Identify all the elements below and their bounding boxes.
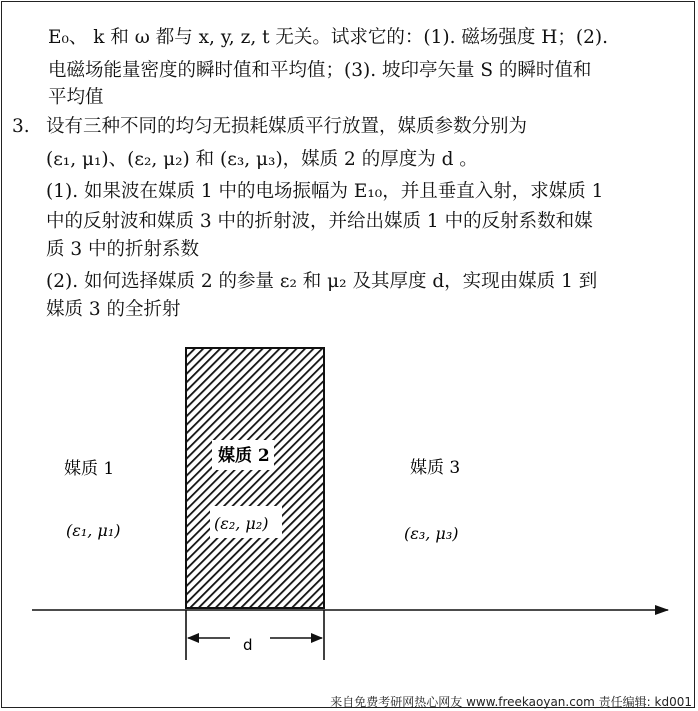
source-watermark: 来自免费考研网热心网友 www.freekaoyan.com 责任编辑: kd001 — [330, 695, 692, 709]
medium-3-params: (ε₃, μ₃) — [404, 524, 459, 543]
problem-number: 3. — [12, 116, 30, 137]
medium-1-params: (ε₁, μ₁) — [66, 521, 121, 540]
medium-2-params: (ε₂, μ₂) — [214, 514, 269, 533]
problem3-part2-line-1: (2). 如何选择媒质 2 的参量 ε₂ 和 μ₂ 及其厚度 d，实现由媒质 1 到 — [46, 271, 598, 292]
problem3-line-2: (ε₁, μ₁)、(ε₂, μ₂) 和 (ε₃, μ₃)，媒质 2 的厚度为 d 。 — [46, 149, 478, 170]
medium-2-label: 媒质 2 — [218, 446, 270, 466]
medium-1-label: 媒质 1 — [64, 459, 115, 479]
problem-continued-line-3: 平均值 — [48, 87, 104, 108]
medium-3-label: 媒质 3 — [410, 458, 461, 478]
problem-continued-line-2: 电磁场能量密度的瞬时值和平均值；(3). 坡印亭矢量 S 的瞬时值和 — [48, 60, 592, 81]
problem3-part1-line-3: 质 3 中的折射系数 — [46, 239, 200, 260]
medium-2-slab — [186, 348, 324, 608]
thickness-label: d — [243, 636, 253, 654]
problem3-part1-line-2: 中的反射波和媒质 3 中的折射波，并给出媒质 1 中的反射系数和媒 — [46, 211, 593, 232]
problem-continued-line-1: E₀、 k 和 ω 都与 x, y, z, t 无关。试求它的：(1). 磁场强度 H；(2). — [48, 27, 608, 48]
problem3-part1-line-1: (1). 如果波在媒质 1 中的电场振幅为 E₁₀，并且垂直入射，求媒质 1 — [46, 181, 604, 202]
media-diagram — [0, 330, 698, 670]
problem3-line-1: 设有三种不同的均匀无损耗媒质平行放置，媒质参数分别为 — [46, 116, 528, 137]
problem3-part2-line-2: 媒质 3 的全折射 — [46, 299, 181, 320]
